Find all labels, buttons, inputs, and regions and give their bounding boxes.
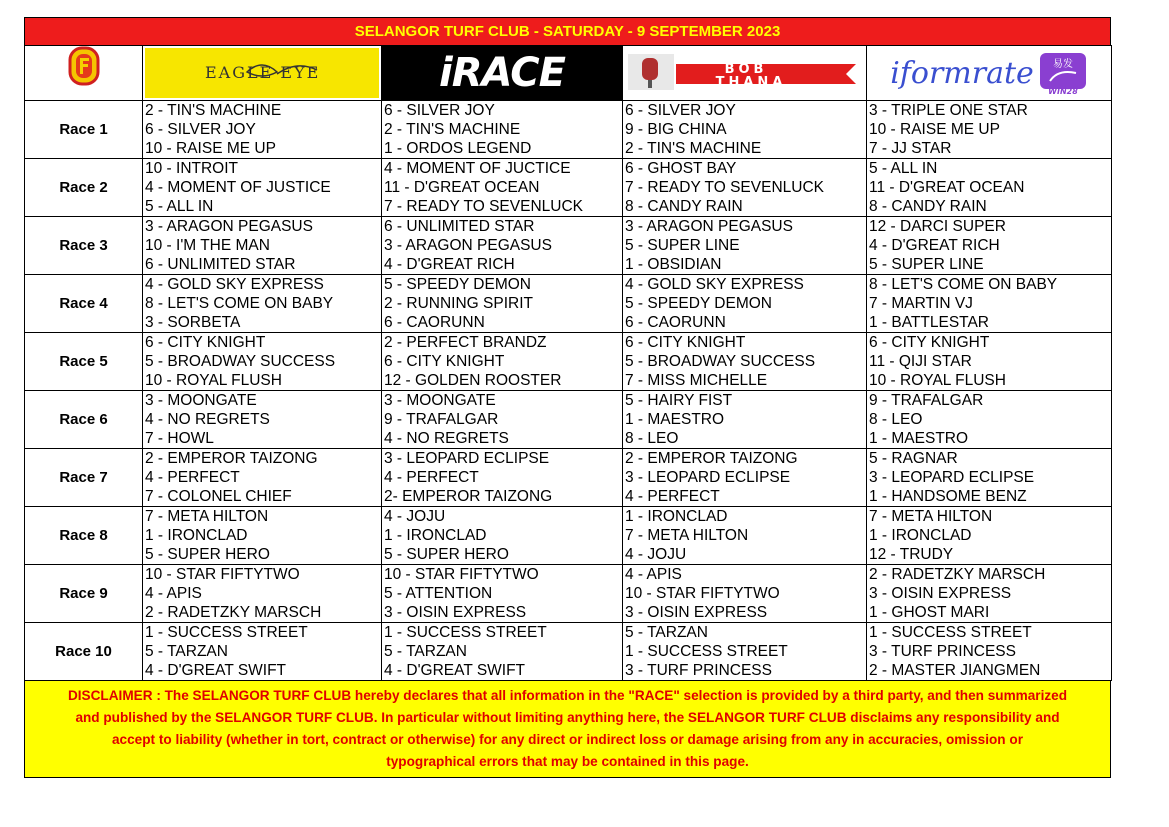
tips-sheet bbox=[24, 17, 1111, 778]
pick-entry: 2 - TIN'S MACHINE bbox=[625, 140, 762, 157]
irace-picks-cell bbox=[382, 391, 623, 449]
pick-entry: 3 - LEOPARD ECLIPSE bbox=[384, 450, 550, 467]
pick-entry: 3 - TURF PRINCESS bbox=[625, 662, 772, 679]
pick-entry: 7 - HOWL bbox=[145, 430, 214, 447]
bob-thana-picks-cell bbox=[623, 449, 867, 507]
race-label: Race 4 bbox=[25, 275, 143, 333]
pick-entry: 8 - CANDY RAIN bbox=[625, 198, 743, 215]
pick-entry: 1 - SUCCESS STREET bbox=[384, 624, 547, 641]
win28-badge-text: WIN28 bbox=[1047, 87, 1078, 95]
iformrate-picks-cell bbox=[867, 449, 1112, 507]
pick-entry: 3 - ARAGON PEGASUS bbox=[384, 237, 552, 254]
eagle-eye-picks-cell bbox=[143, 159, 382, 217]
race-label: Race 7 bbox=[25, 449, 143, 507]
pick-entry: 4 - NO REGRETS bbox=[384, 430, 509, 447]
pick-entry: 3 - LEOPARD ECLIPSE bbox=[625, 469, 791, 486]
pick-entry: 10 - STAR FIFTYTWO bbox=[384, 566, 539, 583]
pick-entry: 1 - SUCCESS STREET bbox=[145, 624, 308, 641]
pick-entry: 4 - MOMENT OF JUSTICE bbox=[145, 179, 331, 196]
pick-entry: 3 - TRIPLE ONE STAR bbox=[869, 102, 1028, 119]
race-row bbox=[25, 565, 1112, 623]
pick-entry: 1 - IRONCLAD bbox=[625, 508, 728, 525]
pick-entry: 8 - LEO bbox=[869, 411, 923, 428]
pick-entry: 4 - D'GREAT RICH bbox=[384, 256, 515, 273]
irace-picks-cell bbox=[382, 507, 623, 565]
pick-entry: 1 - ORDOS LEGEND bbox=[384, 140, 532, 157]
bob-thana-logo-icon bbox=[626, 48, 864, 98]
pick-entry: 10 - RAISE ME UP bbox=[869, 121, 1000, 138]
pick-entry: 7 - COLONEL CHIEF bbox=[145, 488, 292, 505]
pick-entry: 1 - IRONCLAD bbox=[869, 527, 972, 544]
win28-badge-icon bbox=[1038, 51, 1088, 95]
pick-entry: 2 - TIN'S MACHINE bbox=[145, 102, 282, 119]
eagle-eye-picks-cell bbox=[143, 391, 382, 449]
pick-entry: 1 - IRONCLAD bbox=[384, 527, 487, 544]
pick-entry: 1 - OBSIDIAN bbox=[625, 256, 722, 273]
pick-entry: 6 - UNLIMITED STAR bbox=[145, 256, 296, 273]
pick-entry: 7 - MISS MICHELLE bbox=[625, 372, 768, 389]
pick-entry: 5 - SUPER LINE bbox=[869, 256, 984, 273]
pick-entry: 12 - GOLDEN ROOSTER bbox=[384, 372, 562, 389]
pick-entry: 5 - SPEEDY DEMON bbox=[625, 295, 773, 312]
pick-entry: 11 - D'GREAT OCEAN bbox=[869, 179, 1025, 196]
irace-logo-cell bbox=[382, 46, 623, 101]
bob-text: BOB bbox=[724, 62, 767, 77]
eagle-eye-logo bbox=[145, 48, 379, 98]
irace-picks-cell bbox=[382, 217, 623, 275]
race-row bbox=[25, 159, 1112, 217]
pick-entry: 2 - PERFECT BRANDZ bbox=[384, 334, 547, 351]
race-row bbox=[25, 391, 1112, 449]
pick-entry: 10 - STAR FIFTYTWO bbox=[145, 566, 300, 583]
pick-entry: 3 - SORBETA bbox=[145, 314, 241, 331]
iformrate-picks-cell bbox=[867, 217, 1112, 275]
pick-entry: 6 - CAORUNN bbox=[384, 314, 485, 331]
pick-entry: 5 - SUPER LINE bbox=[625, 237, 740, 254]
iformrate-picks-cell bbox=[867, 333, 1112, 391]
pick-entry: 2 - RUNNING SPIRIT bbox=[384, 295, 533, 312]
pick-entry: 4 - PERFECT bbox=[625, 488, 720, 505]
pick-entry: 4 - JOJU bbox=[384, 508, 446, 525]
pick-entry: 4 - GOLD SKY EXPRESS bbox=[625, 276, 804, 293]
iformrate-picks-cell bbox=[867, 507, 1112, 565]
pick-entry: 3 - OISIN EXPRESS bbox=[869, 585, 1012, 602]
pick-entry: 3 - MOONGATE bbox=[145, 392, 257, 409]
pick-entry: 4 - JOJU bbox=[625, 546, 687, 563]
pick-entry: 7 - MARTIN VJ bbox=[869, 295, 973, 312]
page-title: SELANGOR TURF CLUB - SATURDAY - 9 SEPTEMBER 2023 bbox=[24, 17, 1111, 45]
pick-entry: 5 - TARZAN bbox=[625, 624, 708, 641]
pick-entry: 3 - MOONGATE bbox=[384, 392, 496, 409]
pick-entry: 5 - SUPER HERO bbox=[384, 546, 509, 563]
iformrate-picks-cell bbox=[867, 565, 1112, 623]
pick-entry: 4 - NO REGRETS bbox=[145, 411, 270, 428]
bob-thana-picks-cell bbox=[623, 101, 867, 159]
pick-entry: 8 - LET'S COME ON BABY bbox=[869, 276, 1058, 293]
pick-entry: 10 - RAISE ME UP bbox=[145, 140, 276, 157]
iformrate-logo-text: iformrate bbox=[890, 55, 1034, 91]
pick-entry: 4 - PERFECT bbox=[384, 469, 479, 486]
pick-entry: 2 - RADETZKY MARSCH bbox=[145, 604, 322, 621]
thana-text: THANA bbox=[715, 75, 786, 90]
pick-entry: 6 - SILVER JOY bbox=[384, 102, 495, 119]
iformrate-picks-cell bbox=[867, 623, 1112, 681]
pick-entry: 4 - D'GREAT RICH bbox=[869, 237, 1000, 254]
pick-entry: 5 - SUPER HERO bbox=[145, 546, 270, 563]
pick-entry: 6 - UNLIMITED STAR bbox=[384, 218, 535, 235]
pick-entry: 1 - IRONCLAD bbox=[145, 527, 248, 544]
pick-entry: 12 - DARCI SUPER bbox=[869, 218, 1006, 235]
pick-entry: 1 - SUCCESS STREET bbox=[625, 643, 788, 660]
pick-entry: 7 - META HILTON bbox=[869, 508, 993, 525]
pick-entry: 5 - SPEEDY DEMON bbox=[384, 276, 532, 293]
pick-entry: 5 - TARZAN bbox=[384, 643, 467, 660]
eagle-eye-logo-cell bbox=[143, 46, 382, 101]
logo-row bbox=[25, 46, 1112, 101]
pick-entry: 6 - CITY KNIGHT bbox=[869, 334, 990, 351]
race-row bbox=[25, 449, 1112, 507]
irace-picks-cell bbox=[382, 275, 623, 333]
iformrate-logo-cell bbox=[867, 46, 1112, 101]
race-label: Race 8 bbox=[25, 507, 143, 565]
pick-entry: 4 - APIS bbox=[145, 585, 202, 602]
pick-entry: 3 - OISIN EXPRESS bbox=[384, 604, 527, 621]
bob-thana-picks-cell bbox=[623, 623, 867, 681]
pick-entry: 4 - MOMENT OF JUCTICE bbox=[384, 160, 571, 177]
pick-entry: 2 - EMPEROR TAIZONG bbox=[625, 450, 798, 467]
pick-entry: 8 - CANDY RAIN bbox=[869, 198, 987, 215]
pick-entry: 10 - I'M THE MAN bbox=[145, 237, 270, 254]
bob-thana-logo-cell bbox=[623, 46, 867, 101]
disclaimer-box bbox=[24, 681, 1111, 778]
pick-entry: 6 - CAORUNN bbox=[625, 314, 726, 331]
pick-entry: 2 - TIN'S MACHINE bbox=[384, 121, 521, 138]
pick-entry: 10 - ROYAL FLUSH bbox=[145, 372, 282, 389]
eagle-eye-picks-cell bbox=[143, 565, 382, 623]
pick-entry: 4 - APIS bbox=[625, 566, 682, 583]
eagle-eye-text: EAGLE EYE bbox=[205, 63, 321, 82]
pick-entry: 7 - META HILTON bbox=[625, 527, 749, 544]
pick-entry: 1 - GHOST MARI bbox=[869, 604, 990, 621]
irace-logo-text: iRACE bbox=[439, 50, 565, 96]
win28-badge-cn: 易发 bbox=[1052, 59, 1073, 70]
pick-entry: 5 - ATTENTION bbox=[384, 585, 493, 602]
race-row bbox=[25, 333, 1112, 391]
pick-entry: 5 - ALL IN bbox=[869, 160, 938, 177]
pick-entry: 10 - INTROIT bbox=[145, 160, 239, 177]
race-label: Race 5 bbox=[25, 333, 143, 391]
bob-thana-picks-cell bbox=[623, 275, 867, 333]
iformrate-picks-cell bbox=[867, 391, 1112, 449]
pick-entry: 5 - RAGNAR bbox=[869, 450, 958, 467]
pick-entry: 9 - TRAFALGAR bbox=[384, 411, 499, 428]
pick-entry: 3 - ARAGON PEGASUS bbox=[625, 218, 793, 235]
eagle-eye-picks-cell bbox=[143, 217, 382, 275]
pick-entry: 5 - HAIRY FIST bbox=[625, 392, 733, 409]
race-label: Race 1 bbox=[25, 101, 143, 159]
pick-entry: 6 - GHOST BAY bbox=[625, 160, 737, 177]
pick-entry: 5 - TARZAN bbox=[145, 643, 228, 660]
tips-table bbox=[24, 45, 1112, 681]
pick-entry: 6 - CITY KNIGHT bbox=[384, 353, 505, 370]
pick-entry: 3 - ARAGON PEGASUS bbox=[145, 218, 313, 235]
irace-picks-cell bbox=[382, 101, 623, 159]
race-row bbox=[25, 217, 1112, 275]
race-row bbox=[25, 275, 1112, 333]
pick-entry: 9 - TRAFALGAR bbox=[869, 392, 984, 409]
pick-entry: 11 - QIJI STAR bbox=[869, 353, 972, 370]
pick-entry: 11 - D'GREAT OCEAN bbox=[384, 179, 540, 196]
pick-entry: 6 - SILVER JOY bbox=[145, 121, 256, 138]
pick-entry: 7 - JJ STAR bbox=[869, 140, 952, 157]
disclaimer-line: accept to liability (whether in tort, contract or otherwise) for any direct or indirect loss or damage arising from any in accuracies, omission or bbox=[111, 732, 1023, 747]
bob-thana-picks-cell bbox=[623, 333, 867, 391]
pick-entry: 7 - READY TO SEVENLUCK bbox=[384, 198, 583, 215]
eagle-eye-logo-icon bbox=[177, 58, 347, 88]
irace-picks-cell bbox=[382, 449, 623, 507]
pick-entry: 1 - BATTLESTAR bbox=[869, 314, 990, 331]
pick-entry: 2 - EMPEROR TAIZONG bbox=[145, 450, 318, 467]
irace-picks-cell bbox=[382, 623, 623, 681]
pick-entry: 10 - ROYAL FLUSH bbox=[869, 372, 1006, 389]
pick-entry: 2 - RADETZKY MARSCH bbox=[869, 566, 1046, 583]
disclaimer-line: typographical errors that may be contained in this page. bbox=[386, 754, 749, 769]
pick-entry: 6 - CITY KNIGHT bbox=[145, 334, 266, 351]
pick-entry: 4 - PERFECT bbox=[145, 469, 240, 486]
club-logo-cell bbox=[25, 46, 143, 101]
eagle-eye-picks-cell bbox=[143, 333, 382, 391]
pick-entry: 8 - LEO bbox=[625, 430, 679, 447]
bob-thana-picks-cell bbox=[623, 391, 867, 449]
pick-entry: 9 - BIG CHINA bbox=[625, 121, 727, 138]
pick-entry: 5 - BROADWAY SUCCESS bbox=[145, 353, 336, 370]
pick-entry: 7 - META HILTON bbox=[145, 508, 269, 525]
selangor-turf-club-logo-icon bbox=[67, 46, 101, 86]
pick-entry: 5 - ALL IN bbox=[145, 198, 214, 215]
eagle-eye-picks-cell bbox=[143, 449, 382, 507]
disclaimer-line: DISCLAIMER : The SELANGOR TURF CLUB hereby declares that all information in the "RACE" selection is provided by a third party, and then summarized bbox=[67, 688, 1068, 703]
iformrate-picks-cell bbox=[867, 275, 1112, 333]
eagle-eye-picks-cell bbox=[143, 623, 382, 681]
bob-thana-picks-cell bbox=[623, 565, 867, 623]
pick-entry: 1 - MAESTRO bbox=[869, 430, 969, 447]
irace-picks-cell bbox=[382, 159, 623, 217]
pick-entry: 4 - GOLD SKY EXPRESS bbox=[145, 276, 324, 293]
eagle-eye-picks-cell bbox=[143, 275, 382, 333]
iformrate-picks-cell bbox=[867, 101, 1112, 159]
race-row bbox=[25, 623, 1112, 681]
bob-thana-picks-cell bbox=[623, 507, 867, 565]
pick-entry: 3 - TURF PRINCESS bbox=[869, 643, 1016, 660]
pick-entry: 1 - SUCCESS STREET bbox=[869, 624, 1032, 641]
pick-entry: 12 - TRUDY bbox=[869, 546, 954, 563]
pick-entry: 5 - BROADWAY SUCCESS bbox=[625, 353, 816, 370]
pick-entry: 7 - READY TO SEVENLUCK bbox=[625, 179, 824, 196]
pick-entry: 8 - LET'S COME ON BABY bbox=[145, 295, 334, 312]
bob-thana-picks-cell bbox=[623, 217, 867, 275]
race-label: Race 3 bbox=[25, 217, 143, 275]
disclaimer-line: and published by the SELANGOR TURF CLUB. In particular without limiting anything here, the SELANGOR TURF CLUB disclaims any responsibility and bbox=[75, 710, 1060, 725]
eagle-eye-picks-cell bbox=[143, 507, 382, 565]
pick-entry: 4 - D'GREAT SWIFT bbox=[145, 662, 287, 679]
pick-entry: 3 - LEOPARD ECLIPSE bbox=[869, 469, 1035, 486]
iformrate-logo bbox=[867, 46, 1111, 100]
irace-picks-cell bbox=[382, 565, 623, 623]
pick-entry: 1 - HANDSOME BENZ bbox=[869, 488, 1027, 505]
irace-picks-cell bbox=[382, 333, 623, 391]
iformrate-picks-cell bbox=[867, 159, 1112, 217]
bob-thana-logo bbox=[623, 46, 866, 100]
eagle-eye-picks-cell bbox=[143, 101, 382, 159]
pick-entry: 1 - MAESTRO bbox=[625, 411, 725, 428]
race-row bbox=[25, 101, 1112, 159]
race-label: Race 2 bbox=[25, 159, 143, 217]
bob-thana-picks-cell bbox=[623, 159, 867, 217]
race-row bbox=[25, 507, 1112, 565]
pick-entry: 4 - D'GREAT SWIFT bbox=[384, 662, 526, 679]
pick-entry: 3 - OISIN EXPRESS bbox=[625, 604, 768, 621]
pick-entry: 10 - STAR FIFTYTWO bbox=[625, 585, 780, 602]
pick-entry: 2- EMPEROR TAIZONG bbox=[384, 488, 553, 505]
race-label: Race 6 bbox=[25, 391, 143, 449]
pick-entry: 6 - CITY KNIGHT bbox=[625, 334, 746, 351]
pick-entry: 6 - SILVER JOY bbox=[625, 102, 736, 119]
race-label: Race 9 bbox=[25, 565, 143, 623]
race-label: Race 10 bbox=[25, 623, 143, 681]
irace-logo bbox=[382, 46, 622, 100]
pick-entry: 2 - MASTER JIANGMEN bbox=[869, 662, 1041, 679]
